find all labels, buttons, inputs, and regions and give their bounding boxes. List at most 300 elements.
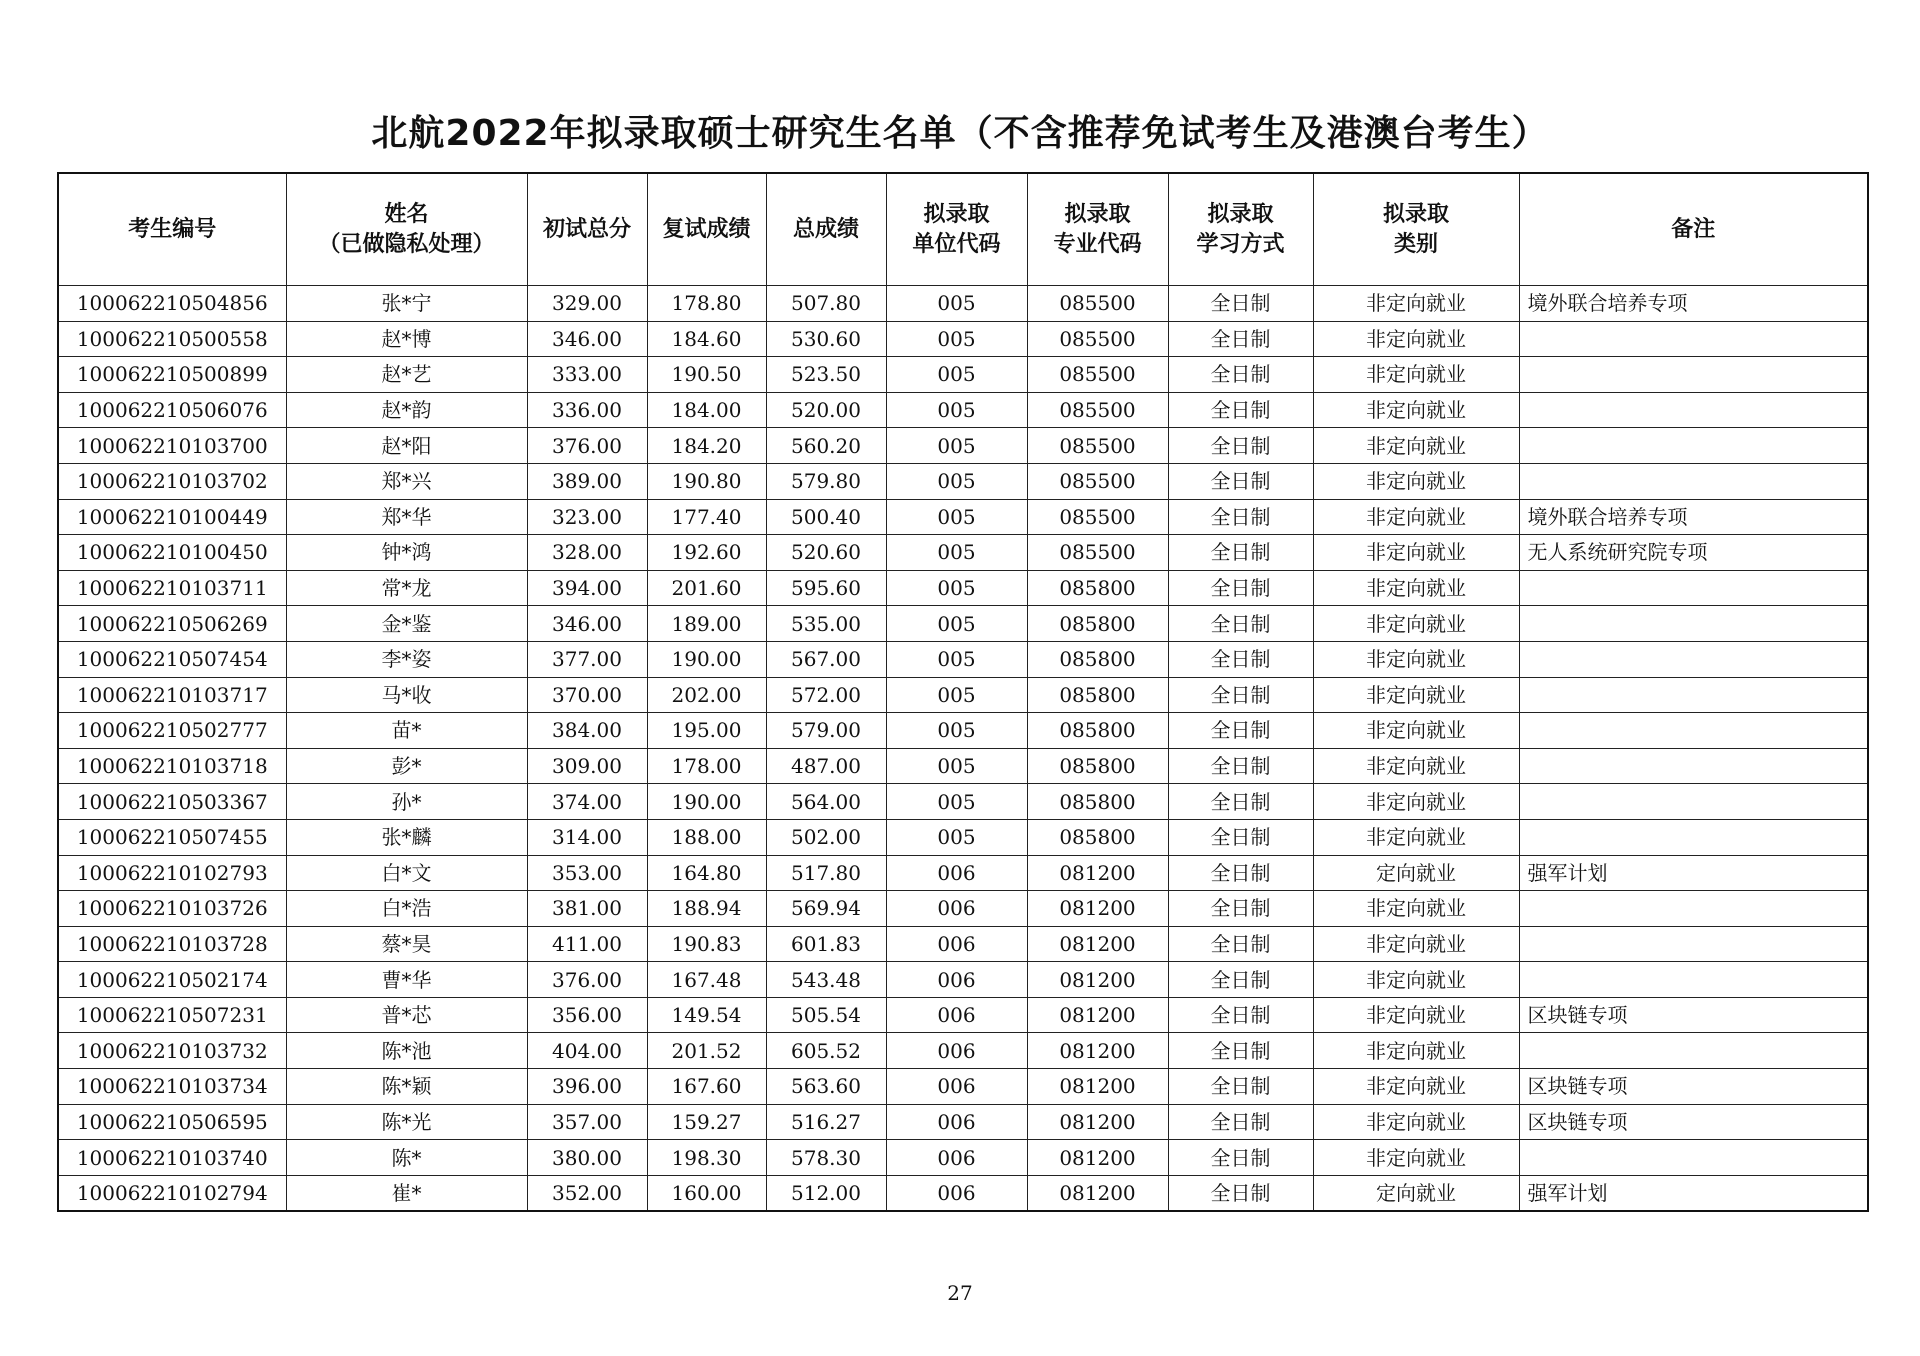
cell-candidate-id: 100062210103718 [58,748,286,784]
cell-candidate-id: 100062210103711 [58,570,286,606]
cell-major-code: 081200 [1027,1069,1168,1105]
cell-study-mode: 全日制 [1168,1140,1313,1176]
cell-retest-score: 201.60 [647,570,766,606]
cell-total-score: 516.27 [766,1104,886,1140]
cell-candidate-id: 100062210506269 [58,606,286,642]
header-name-line: 姓名 [384,201,429,227]
cell-total-score: 572.00 [766,677,886,713]
cell-total-score: 601.83 [766,926,886,962]
header-candidate-id-line: 考生编号 [128,216,217,242]
table-row [58,463,1868,499]
cell-total-score: 487.00 [766,748,886,784]
cell-admission-type: 非定向就业 [1313,962,1519,998]
cell-study-mode: 全日制 [1168,286,1313,322]
table-row [58,926,1868,962]
cell-name: 郑*华 [286,499,527,535]
cell-unit-code: 005 [886,784,1027,820]
cell-remark [1519,926,1868,962]
cell-study-mode: 全日制 [1168,855,1313,891]
cell-admission-type: 非定向就业 [1313,463,1519,499]
cell-admission-type: 非定向就业 [1313,392,1519,428]
cell-admission-type: 非定向就业 [1313,357,1519,393]
cell-admission-type: 非定向就业 [1313,428,1519,464]
cell-retest-score: 190.00 [647,784,766,820]
cell-unit-code: 006 [886,1069,1027,1105]
cell-remark: 境外联合培养专项 [1519,286,1868,322]
cell-major-code: 081200 [1027,1033,1168,1069]
cell-retest-score: 188.00 [647,819,766,855]
cell-unit-code: 005 [886,499,1027,535]
cell-remark: 无人系统研究院专项 [1519,535,1868,571]
cell-total-score: 500.40 [766,499,886,535]
cell-prelim-score: 389.00 [527,463,647,499]
cell-major-code: 085500 [1027,499,1168,535]
cell-study-mode: 全日制 [1168,997,1313,1033]
cell-prelim-score: 314.00 [527,819,647,855]
cell-total-score: 523.50 [766,357,886,393]
header-name [286,173,527,286]
cell-retest-score: 164.80 [647,855,766,891]
cell-major-code: 085500 [1027,321,1168,357]
cell-total-score: 564.00 [766,784,886,820]
cell-total-score: 560.20 [766,428,886,464]
cell-candidate-id: 100062210102794 [58,1175,286,1211]
cell-unit-code: 005 [886,677,1027,713]
cell-study-mode: 全日制 [1168,321,1313,357]
cell-unit-code: 006 [886,926,1027,962]
cell-remark [1519,748,1868,784]
table-row [58,1033,1868,1069]
cell-retest-score: 159.27 [647,1104,766,1140]
cell-study-mode: 全日制 [1168,570,1313,606]
table-row [58,891,1868,927]
cell-major-code: 081200 [1027,962,1168,998]
cell-major-code: 081200 [1027,1175,1168,1211]
cell-remark [1519,1140,1868,1176]
cell-admission-type: 非定向就业 [1313,713,1519,749]
cell-retest-score: 184.20 [647,428,766,464]
header-study-mode [1168,173,1313,286]
cell-admission-type: 非定向就业 [1313,748,1519,784]
cell-prelim-score: 329.00 [527,286,647,322]
cell-remark [1519,428,1868,464]
cell-remark: 境外联合培养专项 [1519,499,1868,535]
cell-candidate-id: 100062210507455 [58,819,286,855]
cell-admission-type: 非定向就业 [1313,606,1519,642]
cell-candidate-id: 100062210100450 [58,535,286,571]
cell-prelim-score: 333.00 [527,357,647,393]
cell-name: 张*麟 [286,819,527,855]
cell-candidate-id: 100062210103732 [58,1033,286,1069]
cell-candidate-id: 100062210504856 [58,286,286,322]
header-study-mode-line: 拟录取 [1207,201,1274,227]
table-row [58,641,1868,677]
cell-total-score: 563.60 [766,1069,886,1105]
cell-study-mode: 全日制 [1168,463,1313,499]
cell-unit-code: 006 [886,1175,1027,1211]
cell-total-score: 578.30 [766,1140,886,1176]
header-row [58,173,1868,286]
cell-retest-score: 178.80 [647,286,766,322]
cell-retest-score: 188.94 [647,891,766,927]
header-major-code-line: 专业代码 [1053,231,1142,257]
cell-name: 彭* [286,748,527,784]
cell-admission-type: 非定向就业 [1313,499,1519,535]
header-retest-score [647,173,766,286]
cell-candidate-id: 100062210506076 [58,392,286,428]
cell-remark [1519,463,1868,499]
cell-study-mode: 全日制 [1168,535,1313,571]
cell-total-score: 512.00 [766,1175,886,1211]
header-prelim-score-line: 初试总分 [542,216,631,242]
cell-remark: 区块链专项 [1519,1069,1868,1105]
cell-study-mode: 全日制 [1168,677,1313,713]
cell-study-mode: 全日制 [1168,713,1313,749]
cell-unit-code: 005 [886,570,1027,606]
cell-study-mode: 全日制 [1168,641,1313,677]
cell-major-code: 085500 [1027,286,1168,322]
cell-admission-type: 非定向就业 [1313,891,1519,927]
page-number: 27 [947,1281,973,1305]
cell-candidate-id: 100062210102793 [58,855,286,891]
cell-remark [1519,606,1868,642]
cell-study-mode: 全日制 [1168,1069,1313,1105]
cell-prelim-score: 376.00 [527,962,647,998]
cell-prelim-score: 384.00 [527,713,647,749]
table-row [58,606,1868,642]
cell-candidate-id: 100062210103726 [58,891,286,927]
cell-name: 陈*光 [286,1104,527,1140]
cell-major-code: 085800 [1027,748,1168,784]
table-row [58,1175,1868,1211]
header-retest-score-line: 复试成绩 [662,216,751,242]
cell-major-code: 081200 [1027,926,1168,962]
cell-candidate-id: 100062210507231 [58,997,286,1033]
cell-admission-type: 非定向就业 [1313,535,1519,571]
cell-total-score: 595.60 [766,570,886,606]
table-row [58,1104,1868,1140]
cell-total-score: 567.00 [766,641,886,677]
header-remark [1519,173,1868,286]
cell-unit-code: 005 [886,357,1027,393]
cell-remark: 区块链专项 [1519,997,1868,1033]
cell-name: 崔* [286,1175,527,1211]
cell-unit-code: 005 [886,606,1027,642]
cell-prelim-score: 336.00 [527,392,647,428]
cell-retest-score: 190.00 [647,641,766,677]
table-row [58,784,1868,820]
cell-admission-type: 非定向就业 [1313,1069,1519,1105]
cell-study-mode: 全日制 [1168,392,1313,428]
cell-major-code: 085800 [1027,819,1168,855]
cell-retest-score: 167.48 [647,962,766,998]
cell-prelim-score: 396.00 [527,1069,647,1105]
cell-candidate-id: 100062210502777 [58,713,286,749]
cell-name: 赵*博 [286,321,527,357]
cell-name: 钟*鸿 [286,535,527,571]
cell-candidate-id: 100062210103702 [58,463,286,499]
header-study-mode-line: 学习方式 [1196,231,1285,257]
cell-major-code: 085500 [1027,428,1168,464]
cell-retest-score: 189.00 [647,606,766,642]
cell-unit-code: 005 [886,819,1027,855]
cell-admission-type: 非定向就业 [1313,641,1519,677]
cell-remark [1519,321,1868,357]
cell-name: 常*龙 [286,570,527,606]
cell-candidate-id: 100062210103717 [58,677,286,713]
header-unit-code [886,173,1027,286]
cell-candidate-id: 100062210103734 [58,1069,286,1105]
cell-major-code: 081200 [1027,1140,1168,1176]
cell-name: 赵*韵 [286,392,527,428]
table-row [58,1140,1868,1176]
cell-major-code: 085800 [1027,713,1168,749]
cell-prelim-score: 404.00 [527,1033,647,1069]
cell-unit-code: 006 [886,891,1027,927]
cell-candidate-id: 100062210103700 [58,428,286,464]
cell-candidate-id: 100062210500558 [58,321,286,357]
cell-study-mode: 全日制 [1168,1104,1313,1140]
cell-total-score: 505.54 [766,997,886,1033]
cell-retest-score: 195.00 [647,713,766,749]
table-row [58,392,1868,428]
cell-candidate-id: 100062210507454 [58,641,286,677]
cell-prelim-score: 374.00 [527,784,647,820]
cell-prelim-score: 411.00 [527,926,647,962]
cell-study-mode: 全日制 [1168,819,1313,855]
cell-remark [1519,962,1868,998]
cell-study-mode: 全日制 [1168,891,1313,927]
header-candidate-id [58,173,286,286]
cell-remark [1519,677,1868,713]
cell-study-mode: 全日制 [1168,428,1313,464]
cell-remark [1519,713,1868,749]
header-total-score [766,173,886,286]
cell-prelim-score: 377.00 [527,641,647,677]
table-row [58,570,1868,606]
cell-total-score: 579.00 [766,713,886,749]
cell-remark: 强军计划 [1519,855,1868,891]
cell-study-mode: 全日制 [1168,357,1313,393]
cell-name: 白*文 [286,855,527,891]
cell-retest-score: 177.40 [647,499,766,535]
cell-total-score: 530.60 [766,321,886,357]
cell-name: 陈* [286,1140,527,1176]
cell-name: 李*姿 [286,641,527,677]
cell-unit-code: 006 [886,997,1027,1033]
cell-name: 马*收 [286,677,527,713]
header-unit-code-line: 拟录取 [923,201,990,227]
cell-retest-score: 190.50 [647,357,766,393]
cell-remark [1519,392,1868,428]
cell-remark [1519,1033,1868,1069]
cell-retest-score: 190.80 [647,463,766,499]
cell-retest-score: 202.00 [647,677,766,713]
cell-total-score: 543.48 [766,962,886,998]
header-total-score-line: 总成绩 [792,216,859,242]
cell-prelim-score: 380.00 [527,1140,647,1176]
cell-total-score: 569.94 [766,891,886,927]
cell-study-mode: 全日制 [1168,1033,1313,1069]
cell-candidate-id: 100062210503367 [58,784,286,820]
cell-candidate-id: 100062210500899 [58,357,286,393]
cell-prelim-score: 356.00 [527,997,647,1033]
header-admission-type-line: 拟录取 [1382,201,1449,227]
cell-admission-type: 非定向就业 [1313,677,1519,713]
cell-retest-score: 192.60 [647,535,766,571]
cell-study-mode: 全日制 [1168,606,1313,642]
cell-total-score: 502.00 [766,819,886,855]
cell-retest-score: 201.52 [647,1033,766,1069]
cell-remark [1519,357,1868,393]
cell-prelim-score: 309.00 [527,748,647,784]
cell-name: 孙* [286,784,527,820]
header-admission-type [1313,173,1519,286]
cell-candidate-id: 100062210103740 [58,1140,286,1176]
cell-candidate-id: 100062210506595 [58,1104,286,1140]
cell-prelim-score: 357.00 [527,1104,647,1140]
table-row [58,748,1868,784]
cell-unit-code: 005 [886,321,1027,357]
table-header [58,173,1868,286]
cell-major-code: 081200 [1027,891,1168,927]
cell-retest-score: 167.60 [647,1069,766,1105]
cell-total-score: 535.00 [766,606,886,642]
cell-admission-type: 定向就业 [1313,855,1519,891]
table-row [58,357,1868,393]
cell-unit-code: 006 [886,1140,1027,1176]
cell-total-score: 517.80 [766,855,886,891]
cell-admission-type: 非定向就业 [1313,1140,1519,1176]
cell-retest-score: 190.83 [647,926,766,962]
cell-major-code: 081200 [1027,855,1168,891]
cell-name: 赵*艺 [286,357,527,393]
cell-name: 曹*华 [286,962,527,998]
cell-major-code: 085800 [1027,677,1168,713]
cell-name: 普*芯 [286,997,527,1033]
cell-name: 郑*兴 [286,463,527,499]
cell-major-code: 081200 [1027,1104,1168,1140]
cell-name: 苗* [286,713,527,749]
cell-study-mode: 全日制 [1168,926,1313,962]
table-row [58,713,1868,749]
header-major-code [1027,173,1168,286]
table-row [58,677,1868,713]
cell-study-mode: 全日制 [1168,784,1313,820]
cell-prelim-score: 394.00 [527,570,647,606]
table-row [58,499,1868,535]
cell-admission-type: 非定向就业 [1313,1033,1519,1069]
table-row [58,819,1868,855]
cell-prelim-score: 353.00 [527,855,647,891]
cell-remark [1519,570,1868,606]
table-body [58,286,1868,1212]
cell-prelim-score: 328.00 [527,535,647,571]
cell-remark [1519,641,1868,677]
cell-name: 张*宁 [286,286,527,322]
cell-unit-code: 005 [886,392,1027,428]
document-title: 北航2022年拟录取硕士研究生名单（不含推荐免试考生及港澳台考生） [371,113,1549,154]
cell-remark: 区块链专项 [1519,1104,1868,1140]
cell-retest-score: 178.00 [647,748,766,784]
cell-candidate-id: 100062210103728 [58,926,286,962]
cell-prelim-score: 346.00 [527,321,647,357]
cell-unit-code: 005 [886,713,1027,749]
table-row [58,1069,1868,1105]
cell-admission-type: 非定向就业 [1313,1104,1519,1140]
cell-retest-score: 184.60 [647,321,766,357]
cell-unit-code: 005 [886,463,1027,499]
cell-name: 金*鉴 [286,606,527,642]
cell-retest-score: 198.30 [647,1140,766,1176]
header-unit-code-line: 单位代码 [912,231,1001,257]
cell-admission-type: 非定向就业 [1313,997,1519,1033]
cell-prelim-score: 323.00 [527,499,647,535]
cell-total-score: 507.80 [766,286,886,322]
cell-unit-code: 005 [886,286,1027,322]
cell-unit-code: 005 [886,748,1027,784]
cell-prelim-score: 381.00 [527,891,647,927]
cell-name: 赵*阳 [286,428,527,464]
cell-unit-code: 005 [886,428,1027,464]
cell-candidate-id: 100062210502174 [58,962,286,998]
table-row [58,855,1868,891]
cell-major-code: 085500 [1027,463,1168,499]
cell-unit-code: 006 [886,1033,1027,1069]
header-name-line: （已做隐私处理） [318,231,495,257]
cell-total-score: 520.00 [766,392,886,428]
header-remark-line: 备注 [1671,216,1716,242]
cell-study-mode: 全日制 [1168,748,1313,784]
cell-prelim-score: 370.00 [527,677,647,713]
cell-major-code: 085500 [1027,535,1168,571]
cell-retest-score: 149.54 [647,997,766,1033]
table-row [58,962,1868,998]
table-row [58,286,1868,322]
cell-name: 白*浩 [286,891,527,927]
cell-remark: 强军计划 [1519,1175,1868,1211]
cell-unit-code: 006 [886,962,1027,998]
table-row [58,997,1868,1033]
cell-major-code: 085800 [1027,641,1168,677]
cell-retest-score: 184.00 [647,392,766,428]
cell-unit-code: 006 [886,1104,1027,1140]
header-prelim-score [527,173,647,286]
cell-total-score: 520.60 [766,535,886,571]
header-admission-type-line: 类别 [1393,231,1438,257]
cell-major-code: 085500 [1027,392,1168,428]
cell-total-score: 605.52 [766,1033,886,1069]
cell-study-mode: 全日制 [1168,1175,1313,1211]
cell-major-code: 085500 [1027,357,1168,393]
cell-unit-code: 006 [886,855,1027,891]
cell-major-code: 085800 [1027,570,1168,606]
cell-prelim-score: 376.00 [527,428,647,464]
cell-retest-score: 160.00 [647,1175,766,1211]
table-row [58,535,1868,571]
cell-unit-code: 005 [886,535,1027,571]
cell-admission-type: 定向就业 [1313,1175,1519,1211]
cell-remark [1519,784,1868,820]
cell-major-code: 081200 [1027,997,1168,1033]
cell-admission-type: 非定向就业 [1313,784,1519,820]
cell-prelim-score: 352.00 [527,1175,647,1211]
cell-remark [1519,891,1868,927]
cell-study-mode: 全日制 [1168,962,1313,998]
cell-candidate-id: 100062210100449 [58,499,286,535]
cell-admission-type: 非定向就业 [1313,321,1519,357]
admission-list-table [57,172,1869,1212]
